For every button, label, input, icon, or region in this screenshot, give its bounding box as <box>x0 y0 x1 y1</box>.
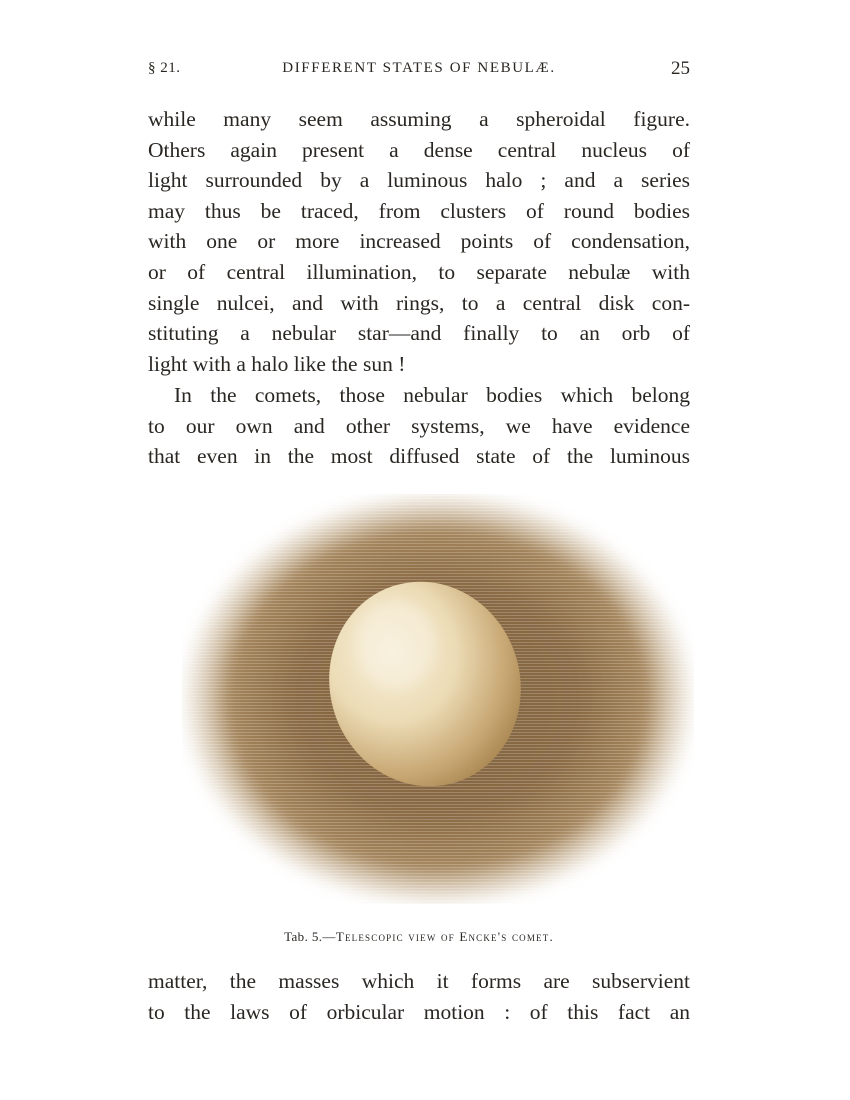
text-line: light with a halo like the sun ! <box>148 351 406 376</box>
text-line: that even in the most diffused state of the luminous <box>148 444 690 469</box>
text-line: may thus be traced, from clusters of round bodies <box>148 198 690 223</box>
running-head <box>148 58 690 82</box>
paragraph-continued <box>148 104 690 379</box>
section-mark: § 21. <box>148 60 181 76</box>
text-line: single nulcei, and with rings, to a central disk con- <box>148 290 690 315</box>
text-line: or of central illumination, to separate nebulæ with <box>148 259 690 284</box>
text-line: with one or more increased points of condensation, <box>148 229 690 254</box>
comet-engraving <box>182 494 694 904</box>
text-line: to the laws of orbicular motion : of this fact an <box>148 999 690 1024</box>
text-line: light surrounded by a luminous halo ; and a series <box>148 168 690 193</box>
text-line: In the comets, those nebular bodies which belong <box>174 383 690 407</box>
paragraph-after-figure <box>148 966 690 1027</box>
caption-text: Telescopic view of Encke's comet. <box>335 929 554 944</box>
figure-caption <box>148 929 690 945</box>
text-line: matter, the masses which it forms are subservient <box>148 969 690 993</box>
paragraph-comets <box>148 380 690 472</box>
text-line: to our own and other systems, we have evidence <box>148 413 690 438</box>
running-title: DIFFERENT STATES OF NEBULÆ. <box>282 60 556 76</box>
text-line: Others again present a dense central nucleus of <box>148 137 690 162</box>
text-line: while many seem assuming a spheroidal figure. <box>148 107 690 131</box>
page-number: 25 <box>671 58 690 79</box>
caption-label: Tab. 5.— <box>284 929 336 944</box>
text-line: stituting a nebular star—and finally to an orb of <box>148 321 690 346</box>
comet-illustration <box>182 494 694 904</box>
nucleus-highlight <box>356 600 436 688</box>
